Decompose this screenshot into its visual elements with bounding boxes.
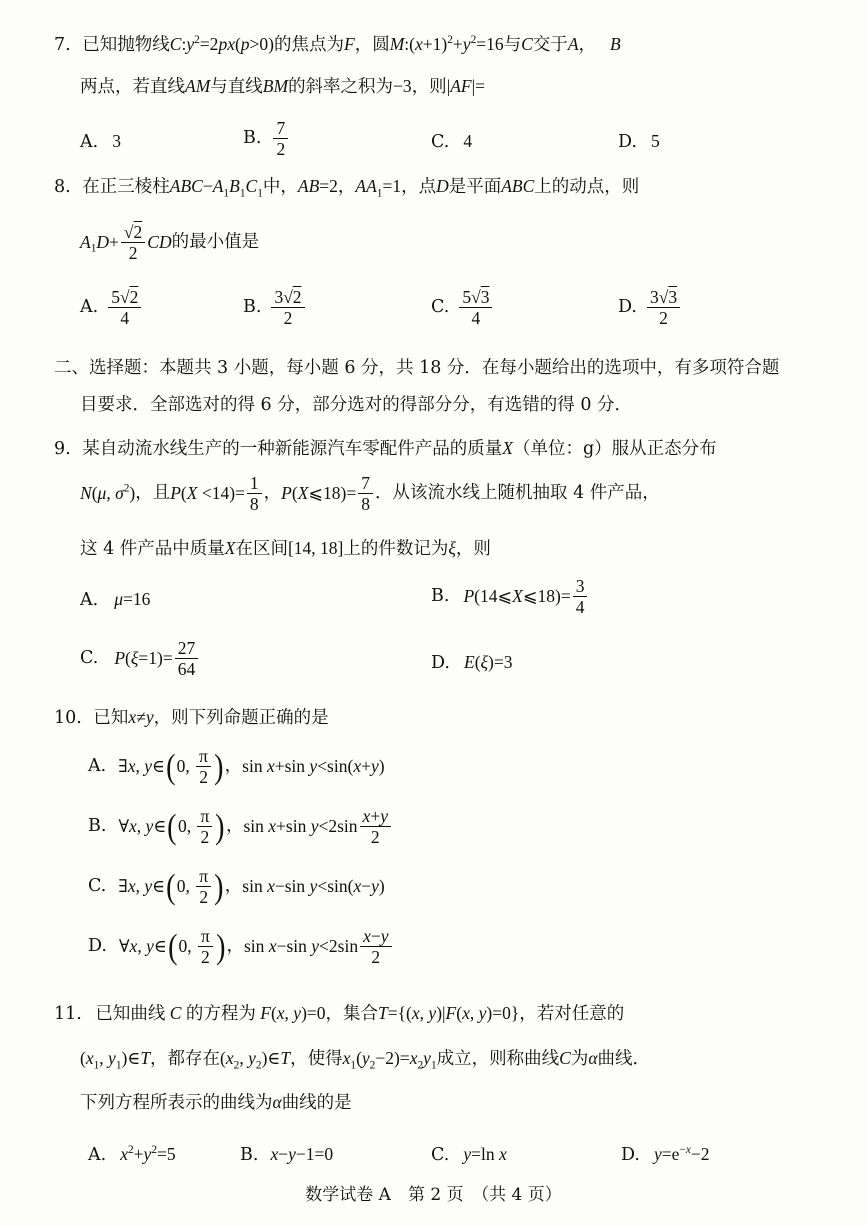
q7-option-b[interactable]: B. $\frac{7}{2}$ — [243, 118, 290, 159]
q9-stem-line3: 这 4 件产品中质量X在区间[14, 18]上的件数记为ξ，则 — [80, 538, 491, 559]
q9-number: 9. — [54, 439, 71, 459]
q10-option-a[interactable]: A. ∃x, y∈(0, $\frac{\pi}{2}$ )，sin x+sin y<sin(x+y) — [88, 746, 385, 788]
q11-option-a[interactable]: A. $x^2+y^2=5$ — [88, 1144, 176, 1165]
q8-option-b[interactable]: B. $\frac{3√2}{2}$ — [243, 287, 307, 328]
q7-stem-line2: 两点，若直线AM与直线BM的斜率之积为−3，则|AF|= — [80, 76, 485, 97]
q11-stem-line2: ($x_1$, $y_1)\in T$，都存在($x_2$, $y_2)\in T$，使得$x_1(y_2-2)=x_2y_1$成立，则称曲线C为α曲线． — [80, 1048, 650, 1072]
q7-option-a[interactable]: A. 3 — [80, 131, 121, 152]
q11-number: 11. — [54, 1004, 82, 1024]
page-footer: 数学试卷 A 第 2 页 （共 4 页） — [305, 1185, 562, 1205]
q9-option-d[interactable]: D. E(ξ)=3 — [431, 652, 513, 673]
q7-option-c[interactable]: C. 4 — [431, 131, 473, 152]
q8-option-c[interactable]: C. $\frac{5√3}{4}$ — [431, 287, 494, 328]
q11-stem-line1: 11. 已知曲线 C 的方程为 F(x, y)=0，集合T={(x, y)|F(x, y)=0}，若对任意的 — [54, 1003, 625, 1024]
q9-option-b[interactable]: B. P(14⩽X⩽18)= $\frac{3}{4}$ — [431, 576, 589, 617]
q9-stem-line1: 9. 某自动流水线生产的一种新能源汽车零配件产品的质量X（单位：g）服从正态分布 — [54, 438, 717, 459]
q7-option-d[interactable]: D. 5 — [618, 131, 660, 152]
q11-stem-line3: 下列方程所表示的曲线为α曲线的是 — [80, 1092, 352, 1113]
section2-heading-line1: 二、选择题：本题共 3 小题，每小题 6 分，共 18 分．在每小题给出的选项中，有多项符合题 — [54, 358, 780, 378]
q10-stem: 10. 已知x≠y，则下列命题正确的是 — [54, 707, 329, 728]
section2-heading-line2: 目要求．全部选对的得 6 分，部分选对的得部分分，有选错的得 0 分． — [80, 395, 633, 415]
q7-stem-line1: 7. 已知抛物线$C:y^2=2px(p>0)$的焦点为F，圆$M:(x+1)^2+y^2=16$与C交于A， B — [54, 34, 621, 55]
q10-option-c[interactable]: C. ∃x, y∈(0, $\frac{\pi}{2}$ )，sin x−sin y<sin(x−y) — [88, 866, 385, 908]
q9-option-a[interactable]: A. μ=16 — [80, 589, 151, 610]
q9-stem-line2: N(μ, $\sigma^2$)，且P(X <14)= $\frac{1}{8}$ ，P(X⩽18)= $\frac{7}{8}$ ．从该流水线上随机抽取 4 件产品， — [80, 473, 660, 515]
q10-number: 10. — [54, 708, 82, 728]
q11-option-b[interactable]: B. x−y−1=0 — [240, 1144, 334, 1165]
q7-number: 7. — [54, 35, 71, 55]
q8-stem-line1: 8. 在正三棱柱$ABC-A_1B_1C_1$中，AB=2，$AA_1=1$，点D是平面ABC上的动点，则 — [54, 176, 640, 200]
q10-option-b[interactable]: B. ∀x, y∈(0, $\frac{\pi}{2}$ )，sin x+sin y<2sin $\frac{x+y}{2}$ — [88, 806, 393, 847]
q11-option-c[interactable]: C. y=ln x — [431, 1144, 507, 1165]
q10-option-d[interactable]: D. ∀x, y∈(0, $\frac{\pi}{2}$ )，sin x−sin y<2sin $\frac{x-y}{2}$ — [88, 926, 394, 967]
q8-option-d[interactable]: D. $\frac{3√3}{2}$ — [618, 287, 682, 328]
q11-option-d[interactable]: D. $y=e^{-x}-2$ — [621, 1144, 710, 1165]
q9-option-c[interactable]: C. P(ξ=1)= $\frac{27}{64}$ — [80, 638, 200, 679]
q8-stem-line2: $A_1D+$ $\frac{√2}{2}$ CD的最小值是 — [80, 222, 260, 264]
q8-number: 8. — [54, 177, 71, 197]
q8-option-a[interactable]: A. $\frac{5√2}{4}$ — [80, 287, 143, 328]
